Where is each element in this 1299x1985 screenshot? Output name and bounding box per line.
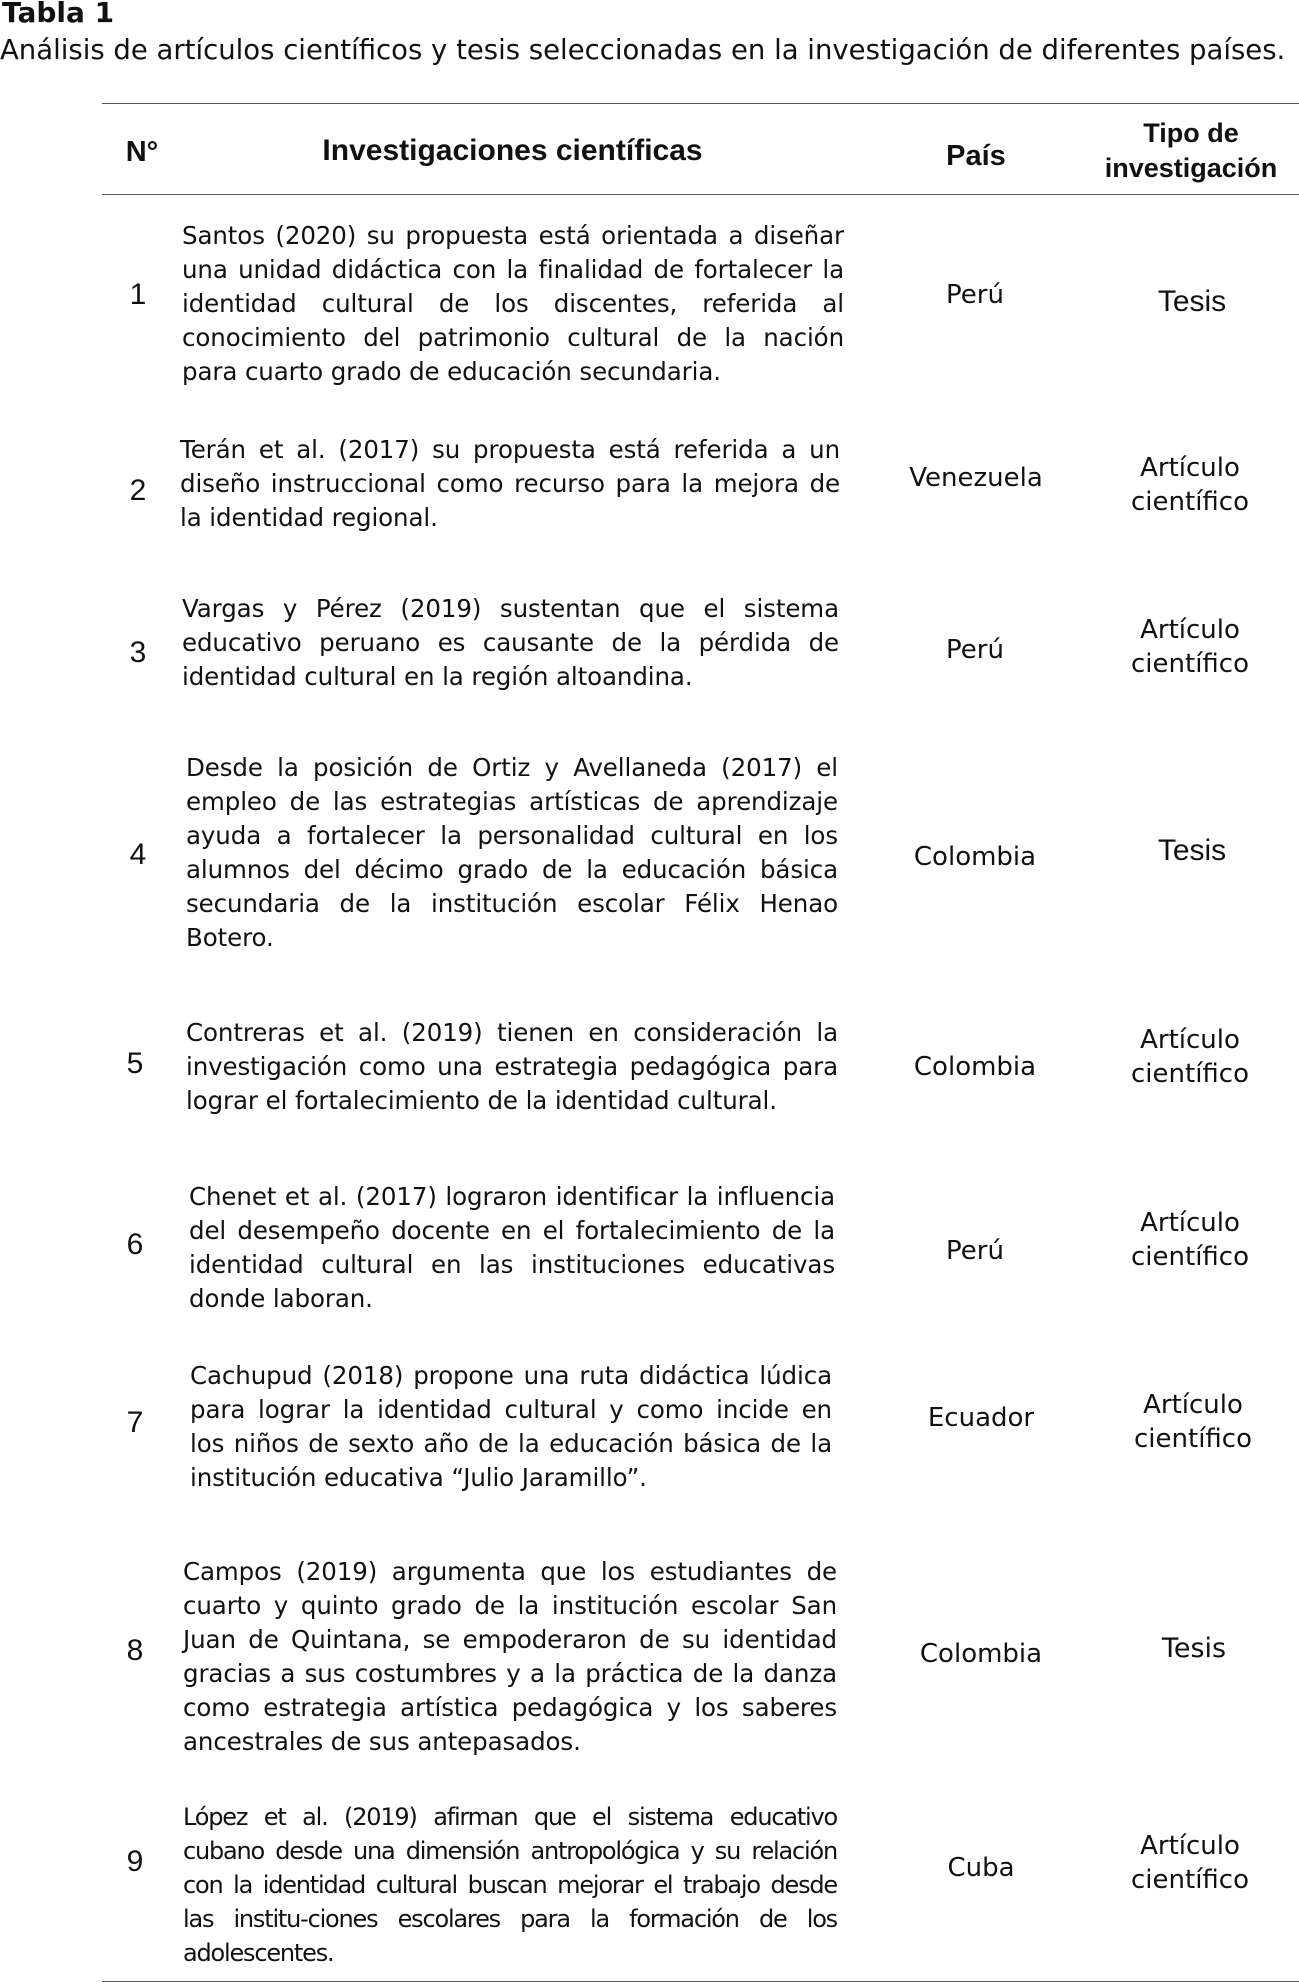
row-country: Venezuela: [909, 463, 1043, 493]
header-tipo: [1080, 116, 1299, 186]
row-description: Desde la posición de Ortiz y Avellaneda (2017) el empleo de las estrategias artísticas de aprendizaje ayuda a fortalecer la personalidad cultural en los alumnos del décimo grado de la educación básica secundaria de la institución escolar Félix Henao Botero.: [186, 753, 838, 952]
row-type: Artículo científico: [1131, 1208, 1249, 1272]
row-type: Artículo científico: [1131, 453, 1249, 517]
row-country: Colombia: [913, 1052, 1037, 1082]
header-tipo-line2: investigación: [1104, 153, 1278, 183]
header-investigaciones: Investigaciones científicas: [322, 134, 703, 167]
row-number: 4: [129, 838, 147, 871]
row-description: López et al. (2019) afirman que el sistema educativo cubano desde una dimensión antropológica y su relación con la identidad cultural buscan mejorar el trabajo desde las institu-ciones escolares para la formación de los adolescentes.: [183, 1803, 837, 1967]
row-type: Tesis: [1157, 285, 1227, 318]
row-description: Campos (2019) argumenta que los estudiantes de cuarto y quinto grado de la institución escolar San Juan de Quintana, se empoderaron de su identidad gracias a sus costumbres y a la práctica de la danza como estrategia artística pedagógica y los saberes ancestrales de sus antepasados.: [183, 1557, 837, 1756]
row-type: Artículo científico: [1131, 1831, 1249, 1895]
row-description: Chenet et al. (2017) lograron identificar la influencia del desempeño docente en el fortalecimiento de la identidad cultural en las instituciones educativas donde laboran.: [189, 1182, 835, 1313]
header-bottom-rule: [102, 194, 1299, 195]
row-description: Terán et al. (2017) su propuesta está referida a un diseño instruccional como recurso para la mejora de la identidad regional.: [180, 435, 840, 532]
header-tipo-line1: Tipo de: [1143, 118, 1239, 148]
row-type: Artículo científico: [1131, 615, 1249, 679]
row-type: Tesis: [1157, 834, 1227, 867]
row-number: 1: [129, 278, 147, 311]
row-country: Perú: [946, 1236, 1004, 1266]
table-caption-title: Tabla 1: [2, 0, 115, 29]
row-country: Perú: [946, 635, 1004, 665]
header-pais: País: [946, 140, 1006, 172]
row-country: Colombia: [919, 1639, 1043, 1669]
row-type: Artículo científico: [1134, 1390, 1252, 1454]
row-description: Cachupud (2018) propone una ruta didáctica lúdica para lograr la identidad cultural y como incide en los niños de sexto año de la educación básica de la institución educativa “Julio Jaramillo”.: [190, 1361, 832, 1492]
table-top-rule: [102, 103, 1299, 104]
table-caption-subtitle: Análisis de artículos científicos y tesis seleccionadas en la investigación de diferentes países.: [0, 34, 1286, 66]
row-description: Vargas y Pérez (2019) sustentan que el sistema educativo peruano es causante de la pérdida de identidad cultural en la región altoandina.: [182, 594, 839, 691]
row-number: 2: [129, 474, 147, 507]
row-number: 7: [126, 1406, 144, 1439]
row-type: Artículo científico: [1131, 1025, 1249, 1089]
row-country: Ecuador: [927, 1403, 1035, 1433]
row-number: 3: [129, 636, 147, 669]
row-number: 6: [126, 1228, 144, 1261]
row-country: Colombia: [913, 842, 1037, 872]
row-number: 5: [126, 1047, 144, 1080]
row-number: 9: [126, 1845, 144, 1878]
row-country: Perú: [946, 280, 1004, 310]
table-bottom-rule: [102, 1981, 1299, 1982]
row-description: Santos (2020) su propuesta está orientada a diseñar una unidad didáctica con la finalidad de fortalecer la identidad cultural de los discentes, referida al conocimiento del patrimonio cultural de la nación para cuarto grado de educación secundaria.: [182, 221, 844, 386]
row-country: Cuba: [947, 1853, 1015, 1883]
header-number: N°: [125, 136, 159, 168]
row-number: 8: [126, 1634, 144, 1667]
row-description: Contreras et al. (2019) tienen en consideración la investigación como una estrategia pedagógica para lograr el fortalecimiento de la identidad cultural.: [186, 1018, 838, 1115]
row-type: Tesis: [1161, 1633, 1227, 1664]
